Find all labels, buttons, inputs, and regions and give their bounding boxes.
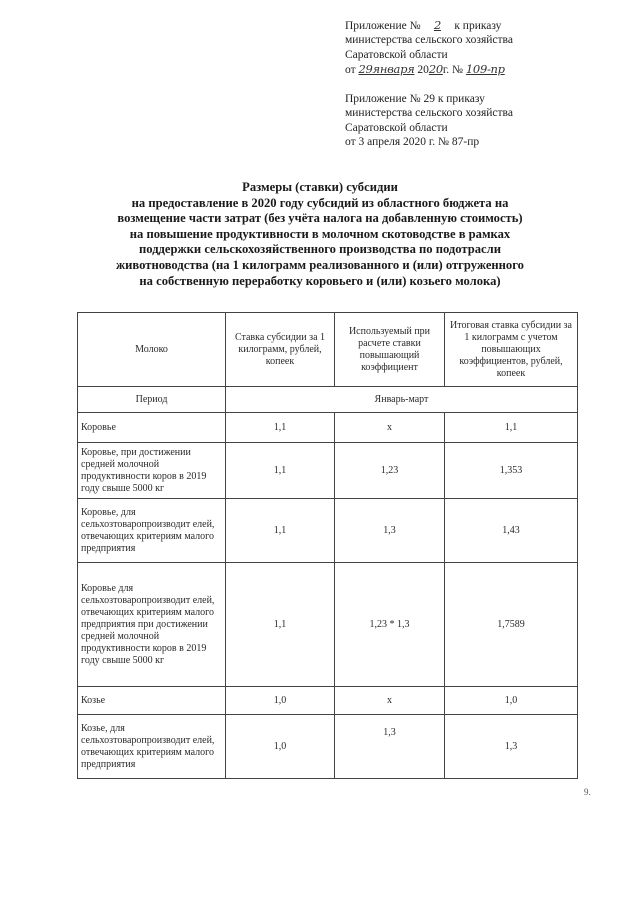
period-value: Январь-март [226, 387, 578, 413]
order-number-handwritten: 109-пр [465, 62, 505, 77]
period-row [78, 387, 578, 413]
header-milk: Молоко [78, 313, 226, 387]
order-date-handwritten: 29января [358, 62, 415, 77]
table-row [78, 443, 578, 499]
coefficient-value: 1,3 [335, 715, 445, 779]
title-line: на предоставление в 2020 году субсидий из областного бюджета на [131, 195, 509, 210]
coefficient-value: 1,3 [335, 499, 445, 563]
appendix-label: Приложение № [345, 20, 421, 32]
title-line: возмещение части затрат (без учёта налога на добавленную стоимость) [117, 211, 523, 226]
total-rate-value: 1,7589 [445, 563, 578, 687]
title-line: Размеры (ставки) субсидии [242, 180, 398, 194]
page-marker: 9. [584, 787, 591, 797]
header2-line3: Саратовской области [345, 121, 448, 134]
header2-line1: Приложение № 29 к приказу [345, 93, 485, 105]
milk-type: Коровье для сельхозтоваропроизводит елей, отвечающих критериям малого предприятия при достижении средней молочной продуктивности коров в 2019 году свыше 5000 кг [78, 563, 226, 687]
rate-value: 1,1 [226, 443, 335, 499]
coefficient-value: 1,23 [335, 443, 445, 499]
date-prefix: от [345, 64, 356, 77]
order-header-current [345, 18, 605, 78]
coefficient-value: х [335, 687, 445, 715]
table-row [78, 413, 578, 443]
rate-value: 1,1 [226, 413, 335, 443]
header-rate: Ставка субсидии за 1 килограмм, рублей, копеек [226, 313, 335, 387]
year-prefix: 20 [417, 64, 429, 77]
total-rate-value: 1,1 [445, 413, 578, 443]
coefficient-value: 1,23 * 1,3 [335, 563, 445, 687]
title-line: поддержки сельскохозяйственного производства по подотрасли [139, 242, 501, 257]
rate-value: 1,1 [226, 499, 335, 563]
milk-type: Козье, для сельхозтоваропроизводит елей, отвечающих критериям малого предприятия [78, 715, 226, 779]
milk-type: Коровье, для сельхозтоваропроизводит елей, отвечающих критериям малого предприятия [78, 499, 226, 563]
coefficient-value: х [335, 413, 445, 443]
header-total-rate: Итоговая ставка субсидии за 1 килограмм с учетом повышающих коэффициентов, рублей, копеек [445, 313, 578, 387]
milk-type: Козье [78, 687, 226, 715]
rate-value: 1,0 [226, 687, 335, 715]
document-title [40, 180, 600, 289]
title-line: на собственную переработку коровьего и (или) козьего молока) [139, 273, 501, 288]
header2-line4: от 3 апреля 2020 г. № 87-пр [345, 136, 480, 149]
header1-line1 [345, 18, 605, 33]
milk-type: Коровье [78, 413, 226, 443]
header2-line2: министерства сельского хозяйства [345, 107, 513, 120]
order-ref: к приказу [454, 20, 502, 32]
title-line: на повышение продуктивности в молочном скотоводстве в рамках [129, 226, 511, 241]
total-rate-value: 1,0 [445, 687, 578, 715]
order-header-previous [345, 92, 605, 150]
table-row [78, 499, 578, 563]
table-row [78, 563, 578, 687]
total-rate-value: 1,353 [445, 443, 578, 499]
appendix-number: 2 [433, 18, 441, 32]
number-label: г. № [442, 64, 464, 77]
table-row [78, 687, 578, 715]
year-suffix-handwritten: 20 [428, 62, 443, 77]
header1-line4 [345, 62, 605, 77]
header1-line3: Саратовской области [345, 48, 448, 61]
rate-value: 1,0 [226, 715, 335, 779]
header-coefficient: Используемый при расчете ставки повышающий коэффициент [335, 313, 445, 387]
title-line: животноводства (на 1 килограмм реализованного и (или) отгруженного [116, 257, 524, 272]
total-rate-value: 1,43 [445, 499, 578, 563]
table-header-row [78, 313, 578, 387]
milk-type: Коровье, при достижении средней молочной продуктивности коров в 2019 году свыше 5000 кг [78, 443, 226, 499]
period-label: Период [78, 387, 226, 413]
header1-line2: министерства сельского хозяйства [345, 34, 513, 47]
table-row [78, 715, 578, 779]
subsidy-rate-table [77, 312, 578, 779]
rate-value: 1,1 [226, 563, 335, 687]
total-rate-value: 1,3 [445, 715, 578, 779]
